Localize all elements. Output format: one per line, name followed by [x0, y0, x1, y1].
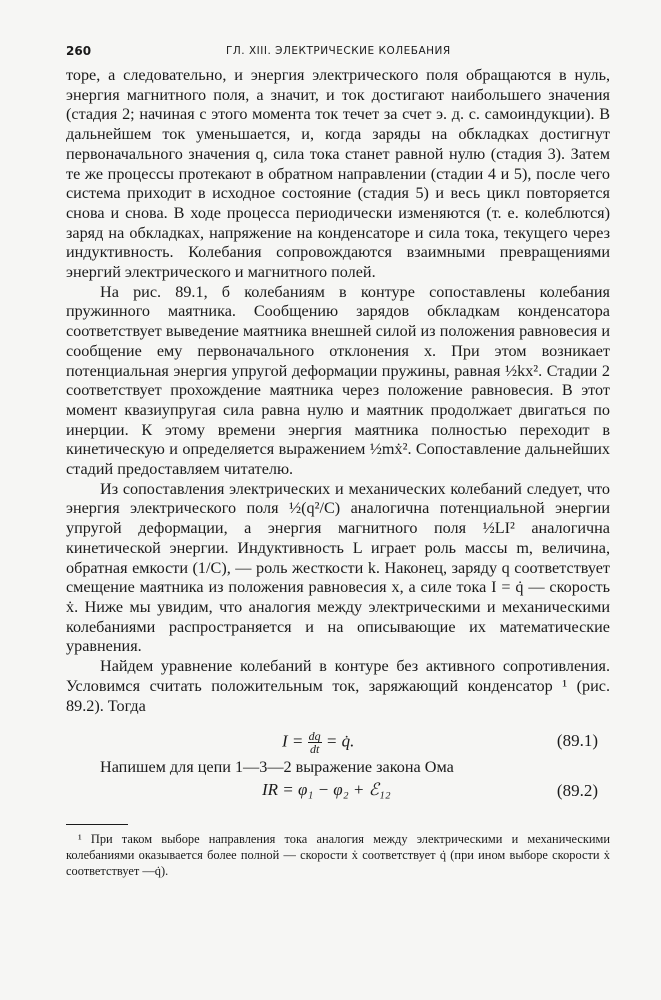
paragraph: Напишем для цепи 1—3—2 выражение закона Ома	[100, 758, 454, 777]
page-header	[66, 44, 610, 66]
equation-lhs: I =	[282, 731, 304, 751]
body-text-ohm	[66, 758, 610, 778]
equation-number: (89.2)	[556, 780, 598, 800]
fraction	[308, 730, 322, 755]
equation-body	[282, 730, 354, 755]
equation-body: IR = φ₁ − φ₂ + ℰ₁₂	[262, 779, 391, 799]
equation-89-2	[66, 778, 610, 806]
equation-rhs: = q̇.	[325, 731, 355, 751]
fraction-numerator: dq	[308, 729, 321, 744]
equation-number: (89.1)	[556, 731, 598, 751]
body-text	[66, 66, 610, 716]
footnote-text: ¹ При таком выборе направления тока аналогия между электрическими и механическими колебаниями оказывается более полной — скорости ẋ соответствует q̇ (при ином выборе скорости ẋ соответствует —q̇).	[66, 831, 610, 878]
fraction-denominator: dt	[309, 742, 320, 757]
paragraph: Из сопоставления электрических и механических колебаний следует, что энергия электрического поля ½(q²/C) аналогична потенциальной энергии упругой деформации, а энергия магнитного поля ½LI² аналогична кинетической энергии. Индуктивность L играет роль массы m, величина, обратная емкости (1/C), — роль жесткости k. Наконец, заряду q соответствует смещение маятника из положения равновесия x, а силе тока I = q̇ — скорость ẋ. Ниже мы увидим, что аналогия между электрическими и механическими колебаниями распространяется и на описывающие их математические уравнения.	[66, 479, 610, 656]
book-page	[66, 44, 610, 879]
equation-89-1	[66, 724, 610, 758]
footnote	[66, 831, 610, 879]
paragraph: Найдем уравнение колебаний в контуре без активного сопротивления. Условимся считать положительным ток, заряжающий конденсатор ¹ (рис. 89.2). Тогда	[66, 657, 610, 715]
paragraph: На рис. 89.1, б колебаниям в контуре сопоставлены колебания пружинного маятника. Сообщению зарядов обкладкам конденсатора соответствует выведение маятника внешней силой из положения равновесия и сообщение ему первоначального отклонения x. При этом возникает потенциальная энергия упругой деформации пружины, равная ½kx². Стадии 2 соответствует прохождение маятника через положение равновесия. В этот момент квазиупругая сила равна нулю и маятник продолжает двигаться по инерции. К этому времени энергия маятника полностью переходит в кинетическую и определяется выражением ½mẋ². Сопоставление дальнейших стадий предоставляем читателю.	[66, 282, 610, 479]
chapter-title: ГЛ. XIII. ЭЛЕКТРИЧЕСКИЕ КОЛЕБАНИЯ	[226, 45, 451, 57]
paragraph: торе, а следовательно, и энергия электрического поля обращаются в нуль, энергия магнитного поля, а значит, и ток достигают наибольшего значения (стадия 2; начиная с этого момента ток течет за счет э. д. с. самоиндукции). В дальнейшем ток уменьшается, и, когда заряды на обкладках достигнут первоначального значения q, сила тока станет равной нулю (стадия 3). Затем те же процессы протекают в обратном направлении (стадии 4 и 5), после чего система приходит в исходное состояние (стадия 5) и весь цикл повторяется снова и снова. В ходе процесса периодически изменяются (т. е. колеблются) заряд на обкладках, напряжение на конденсаторе и сила тока, текущего через индуктивность. Колебания сопровождаются взаимными превращениями энергий электрического и магнитного полей.	[66, 66, 610, 282]
footnote-divider	[66, 824, 128, 825]
page-number: 260	[66, 44, 92, 58]
